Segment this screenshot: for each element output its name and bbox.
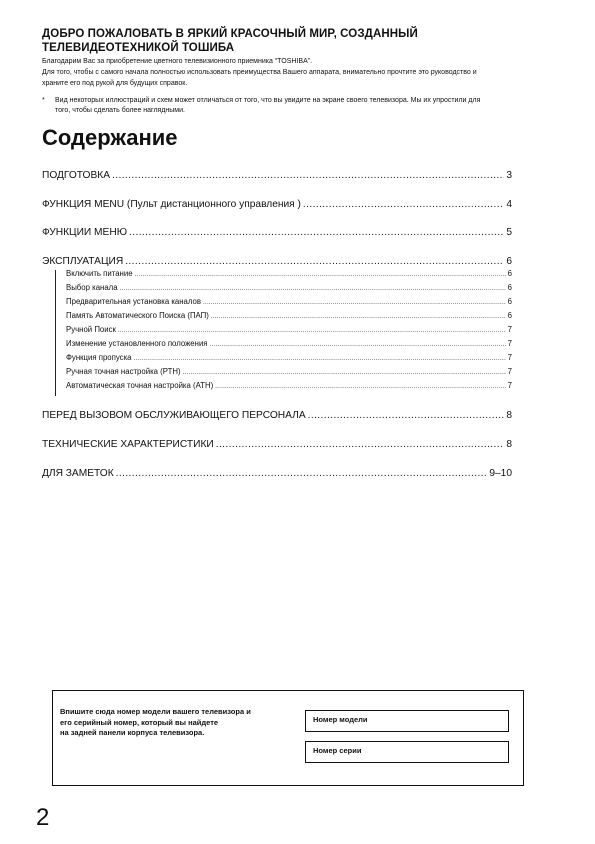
record-box-line-3: на задней панели корпуса телевизора. (60, 728, 205, 737)
toc-leader (183, 367, 506, 378)
toc-entry-page: 6 (506, 256, 512, 267)
welcome-heading (42, 27, 542, 55)
toc-title: Содержание (42, 125, 178, 150)
toc-entry-page: 8 (506, 410, 512, 421)
toc-subentry[interactable] (66, 269, 512, 280)
toc-leader (116, 467, 488, 480)
toc-subentry-page: 6 (507, 297, 512, 306)
toc-entry-label: ДЛЯ ЗАМЕТОК (42, 468, 114, 479)
record-box-line-1: Впишите сюда номер модели вашего телевизора и (60, 707, 251, 716)
toc-leader (118, 325, 506, 336)
toc-entry[interactable] (42, 409, 512, 422)
serial-number-field[interactable]: Номер серии (305, 741, 509, 763)
toc-entry-label: ТЕХНИЧЕСКИЕ ХАРАКТЕРИСТИКИ (42, 439, 214, 450)
toc-subentry-label: Ручная точная настройка (РТН) (66, 367, 181, 376)
toc-subentry[interactable] (66, 381, 512, 392)
toc-subentry-page: 7 (507, 353, 512, 362)
model-number-field[interactable]: Номер модели (305, 710, 509, 732)
toc-leader (135, 269, 506, 280)
toc-entry-label: ПЕРЕД ВЫЗОВОМ ОБСЛУЖИВАЮЩЕГО ПЕРСОНАЛА (42, 410, 306, 421)
toc-subentry-label: Включить питание (66, 269, 133, 278)
toc-entry-page: 5 (506, 227, 512, 238)
note-asterisk: * (42, 97, 45, 104)
subsection-bar (55, 270, 56, 396)
toc-subentry-label: Предварительная установка каналов (66, 297, 202, 306)
welcome-heading-line-1: ДОБРО ПОЖАЛОВАТЬ В ЯРКИЙ КРАСОЧНЫЙ МИР, СОЗДАННЫЙ (42, 28, 418, 40)
note-line-2: того, чтобы сделать более наглядными. (55, 107, 185, 114)
toc-subentry-page: 7 (507, 381, 512, 390)
toc-entry-page: 3 (506, 170, 512, 181)
toc-entry[interactable] (42, 255, 512, 268)
toc-entry-page: 4 (506, 199, 512, 210)
toc-leader (112, 169, 504, 182)
toc-subentry-label: Выбор канала (66, 283, 118, 292)
toc-subentry[interactable] (66, 325, 512, 336)
toc-entry-label: ПОДГОТОВКА (42, 170, 111, 181)
toc-entry-label: ЭКСПЛУАТАЦИЯ (42, 256, 124, 267)
toc-entry[interactable] (42, 438, 512, 451)
toc-entry[interactable] (42, 198, 512, 211)
page-number: 2 (36, 804, 50, 831)
intro-line-1: Благодарим Вас за приобретение цветного телевизионного приемника “TOSHIBA”. (42, 58, 313, 65)
toc-subentry-page: 6 (507, 283, 512, 292)
intro-line-2: Для того, чтобы с самого начала полностью использовать преимущества Вашего аппарата, внимательно прочтите это руководство и (42, 69, 477, 76)
toc-subentry-label: Изменение установленного положения (66, 339, 208, 348)
toc-leader (211, 311, 506, 322)
toc-leader (203, 297, 506, 308)
toc-leader (303, 198, 504, 211)
intro-line-3: храните его под рукой для будущих справок. (42, 80, 188, 87)
toc-entry[interactable] (42, 467, 512, 480)
toc-subentry-page: 7 (507, 325, 512, 334)
toc-subentry-label: Автоматическая точная настройка (АТН) (66, 381, 214, 390)
welcome-heading-line-2: ТЕЛЕВИДЕОТЕХНИКОЙ ТОШИБА (42, 42, 235, 54)
toc-subentry-page: 7 (507, 367, 512, 376)
toc-subentry-label: Функция пропуска (66, 353, 132, 362)
toc-subentry-label: Память Автоматического Поиска (ПАП) (66, 311, 209, 320)
toc-entry-page: 9–10 (489, 468, 512, 479)
toc-subentry[interactable] (66, 297, 512, 308)
toc-subentry[interactable] (66, 339, 512, 350)
toc-subentry-page: 7 (507, 339, 512, 348)
record-box-line-2: его серийный номер, который вы найдете (60, 717, 219, 727)
record-box-instructions (60, 707, 300, 739)
toc-leader (134, 353, 506, 364)
toc-entry-page: 8 (506, 439, 512, 450)
toc-subentry[interactable] (66, 311, 512, 322)
toc-leader (129, 226, 504, 239)
note-line-1: Вид некоторых иллюстраций и схем может отличаться от того, что вы увидите на экране своего телевизора. Мы их упростили для (55, 97, 481, 104)
toc-subentry[interactable] (66, 367, 512, 378)
toc-entry[interactable] (42, 226, 512, 239)
toc-leader (308, 409, 505, 422)
toc-leader (215, 381, 505, 392)
toc-entry[interactable] (42, 169, 512, 182)
intro-text (42, 56, 557, 89)
toc-subentry-label: Ручной Поиск (66, 325, 116, 334)
toc-leader (120, 283, 506, 294)
toc-entry-label: ФУНКЦИЯ MENU (Пульт дистанционного управления ) (42, 199, 301, 210)
toc-leader (125, 255, 504, 268)
toc-subentry[interactable] (66, 353, 512, 364)
toc-leader (210, 339, 506, 350)
toc-subentry[interactable] (66, 283, 512, 294)
toc-entry-label: ФУНКЦИИ МЕНЮ (42, 227, 127, 238)
toc-leader (216, 438, 505, 451)
toc-subentry-page: 6 (507, 269, 512, 278)
toc-subentry-page: 6 (507, 311, 512, 320)
